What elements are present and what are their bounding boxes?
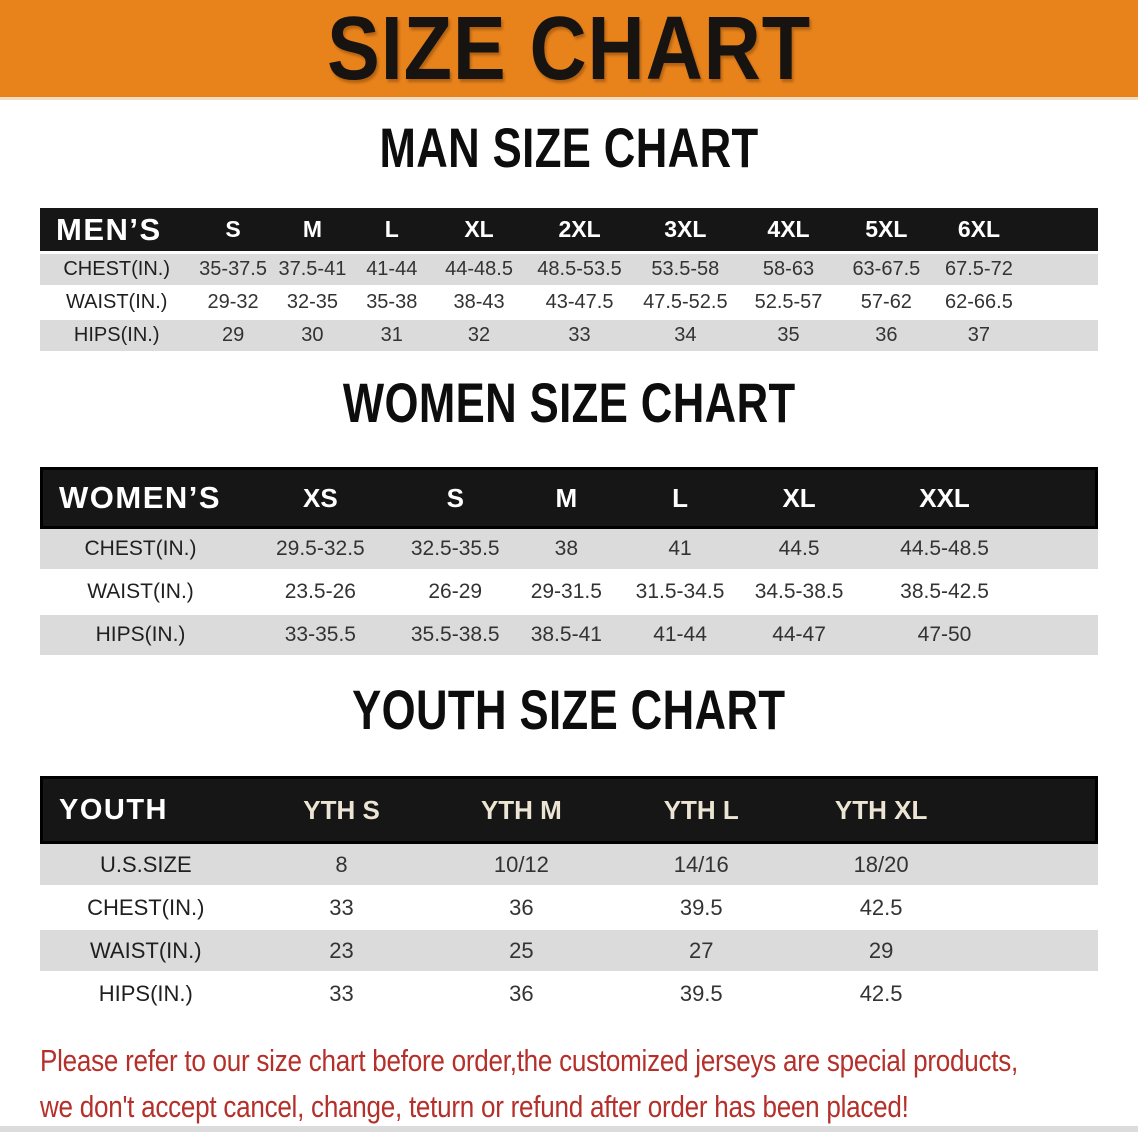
measurement-value: 53.5-58 — [632, 254, 738, 287]
size-column-header: L — [622, 467, 738, 529]
measurement-value: 27 — [611, 930, 791, 973]
row-label: HIPS(IN.) — [40, 615, 241, 658]
size-column-header: XXL — [860, 467, 1029, 529]
men-table-title: MEN’S — [40, 208, 193, 254]
size-header-row — [40, 208, 1098, 254]
measurement-value: 25 — [431, 930, 611, 973]
measurement-value: 67.5-72 — [934, 254, 1024, 287]
women-section-title — [0, 373, 1138, 445]
measurement-value: 29-31.5 — [511, 572, 622, 615]
measurement-value: 57-62 — [839, 287, 934, 320]
measurement-row — [40, 887, 1098, 930]
row-label: HIPS(IN.) — [40, 320, 193, 353]
row-spacer — [1024, 287, 1098, 320]
measurement-value: 33-35.5 — [241, 615, 400, 658]
measurement-value: 23 — [252, 930, 432, 973]
measurement-value: 38-43 — [431, 287, 526, 320]
measurement-value: 29.5-32.5 — [241, 529, 400, 572]
banner — [0, 0, 1138, 100]
measurement-row — [40, 320, 1098, 353]
youth-section-title-text: YOUTH SIZE CHART — [352, 678, 786, 741]
measurement-value: 36 — [431, 973, 611, 1016]
measurement-row — [40, 254, 1098, 287]
measurement-value: 32.5-35.5 — [400, 529, 511, 572]
row-label: CHEST(IN.) — [40, 529, 241, 572]
size-column-header: L — [352, 208, 431, 254]
youth-section — [0, 680, 1138, 1016]
measurement-value: 44.5 — [738, 529, 860, 572]
row-label: WAIST(IN.) — [40, 930, 252, 973]
measurement-value: 8 — [252, 844, 432, 887]
measurement-value: 48.5-53.5 — [527, 254, 633, 287]
size-column-header: XL — [431, 208, 526, 254]
size-header-row — [40, 467, 1098, 529]
header-spacer — [1029, 467, 1098, 529]
size-column-header: YTH XL — [791, 776, 971, 844]
size-column-header: YTH L — [611, 776, 791, 844]
measurement-value: 37.5-41 — [273, 254, 352, 287]
notice-line-2-text: we don't accept cancel, change, teturn or refund after order has been placed! — [40, 1089, 909, 1124]
row-spacer — [1024, 254, 1098, 287]
row-label: HIPS(IN.) — [40, 973, 252, 1016]
size-column-header: 5XL — [839, 208, 934, 254]
notice-line-1-text: Please refer to our size chart before order,the customized jerseys are special products, — [40, 1043, 1018, 1078]
page-title: SIZE CHART — [327, 0, 811, 99]
women-table-title: WOMEN’S — [40, 467, 241, 529]
measurement-row — [40, 930, 1098, 973]
measurement-row — [40, 973, 1098, 1016]
measurement-value: 35.5-38.5 — [400, 615, 511, 658]
size-column-header: S — [400, 467, 511, 529]
measurement-value: 39.5 — [611, 887, 791, 930]
measurement-value: 33 — [527, 320, 633, 353]
measurement-value: 32-35 — [273, 287, 352, 320]
measurement-value: 31.5-34.5 — [622, 572, 738, 615]
size-column-header: 4XL — [738, 208, 839, 254]
measurement-value: 47-50 — [860, 615, 1029, 658]
measurement-value: 29 — [193, 320, 272, 353]
size-column-header: 3XL — [632, 208, 738, 254]
measurement-value: 36 — [839, 320, 934, 353]
women-size-table — [40, 467, 1098, 658]
measurement-value: 58-63 — [738, 254, 839, 287]
measurement-value: 39.5 — [611, 973, 791, 1016]
size-column-header: YTH M — [431, 776, 611, 844]
header-spacer — [971, 776, 1098, 844]
measurement-value: 34.5-38.5 — [738, 572, 860, 615]
measurement-row — [40, 572, 1098, 615]
measurement-value: 36 — [431, 887, 611, 930]
measurement-value: 41-44 — [352, 254, 431, 287]
row-spacer — [1029, 529, 1098, 572]
measurement-value: 63-67.5 — [839, 254, 934, 287]
order-notice — [40, 1038, 1138, 1130]
measurement-value: 34 — [632, 320, 738, 353]
notice-line-1 — [40, 1038, 1138, 1084]
measurement-value: 33 — [252, 973, 432, 1016]
measurement-value: 38.5-42.5 — [860, 572, 1029, 615]
row-label: U.S.SIZE — [40, 844, 252, 887]
measurement-value: 35-38 — [352, 287, 431, 320]
measurement-value: 52.5-57 — [738, 287, 839, 320]
measurement-value: 10/12 — [431, 844, 611, 887]
bottom-edge-strip — [0, 1126, 1138, 1132]
measurement-value: 33 — [252, 887, 432, 930]
size-column-header: 6XL — [934, 208, 1024, 254]
measurement-value: 37 — [934, 320, 1024, 353]
women-section-title-text: WOMEN SIZE CHART — [342, 371, 796, 434]
measurement-value: 29-32 — [193, 287, 272, 320]
size-column-header: S — [193, 208, 272, 254]
measurement-value: 44-47 — [738, 615, 860, 658]
measurement-value: 44-48.5 — [431, 254, 526, 287]
row-label: WAIST(IN.) — [40, 572, 241, 615]
measurement-value: 44.5-48.5 — [860, 529, 1029, 572]
measurement-value: 35-37.5 — [193, 254, 272, 287]
measurement-row — [40, 844, 1098, 887]
measurement-value: 41-44 — [622, 615, 738, 658]
row-spacer — [971, 930, 1098, 973]
row-spacer — [1024, 320, 1098, 353]
women-section — [0, 373, 1138, 658]
row-spacer — [1029, 572, 1098, 615]
measurement-value: 35 — [738, 320, 839, 353]
youth-table-title: YOUTH — [40, 776, 252, 844]
measurement-value: 42.5 — [791, 887, 971, 930]
measurement-value: 14/16 — [611, 844, 791, 887]
measurement-value: 23.5-26 — [241, 572, 400, 615]
size-column-header: XL — [738, 467, 860, 529]
measurement-value: 43-47.5 — [527, 287, 633, 320]
measurement-row — [40, 529, 1098, 572]
measurement-value: 38 — [511, 529, 622, 572]
row-label: CHEST(IN.) — [40, 254, 193, 287]
men-section-title-text: MAN SIZE CHART — [379, 116, 759, 179]
row-spacer — [971, 973, 1098, 1016]
size-header-row — [40, 776, 1098, 844]
measurement-value: 41 — [622, 529, 738, 572]
measurement-value: 32 — [431, 320, 526, 353]
men-size-table — [40, 208, 1098, 353]
measurement-value: 31 — [352, 320, 431, 353]
measurement-row — [40, 287, 1098, 320]
row-spacer — [971, 887, 1098, 930]
measurement-value: 29 — [791, 930, 971, 973]
size-column-header: M — [511, 467, 622, 529]
size-column-header: YTH S — [252, 776, 432, 844]
measurement-value: 18/20 — [791, 844, 971, 887]
size-column-header: 2XL — [527, 208, 633, 254]
measurement-value: 42.5 — [791, 973, 971, 1016]
youth-section-title — [0, 680, 1138, 752]
measurement-value: 26-29 — [400, 572, 511, 615]
size-column-header: XS — [241, 467, 400, 529]
measurement-value: 47.5-52.5 — [632, 287, 738, 320]
row-label: CHEST(IN.) — [40, 887, 252, 930]
row-spacer — [1029, 615, 1098, 658]
header-spacer — [1024, 208, 1098, 254]
size-column-header: M — [273, 208, 352, 254]
row-spacer — [971, 844, 1098, 887]
measurement-value: 38.5-41 — [511, 615, 622, 658]
measurement-value: 30 — [273, 320, 352, 353]
measurement-value: 62-66.5 — [934, 287, 1024, 320]
men-section-title — [0, 118, 1138, 190]
row-label: WAIST(IN.) — [40, 287, 193, 320]
notice-line-2 — [40, 1084, 1138, 1130]
men-section — [0, 118, 1138, 353]
youth-size-table — [40, 776, 1098, 1016]
measurement-row — [40, 615, 1098, 658]
